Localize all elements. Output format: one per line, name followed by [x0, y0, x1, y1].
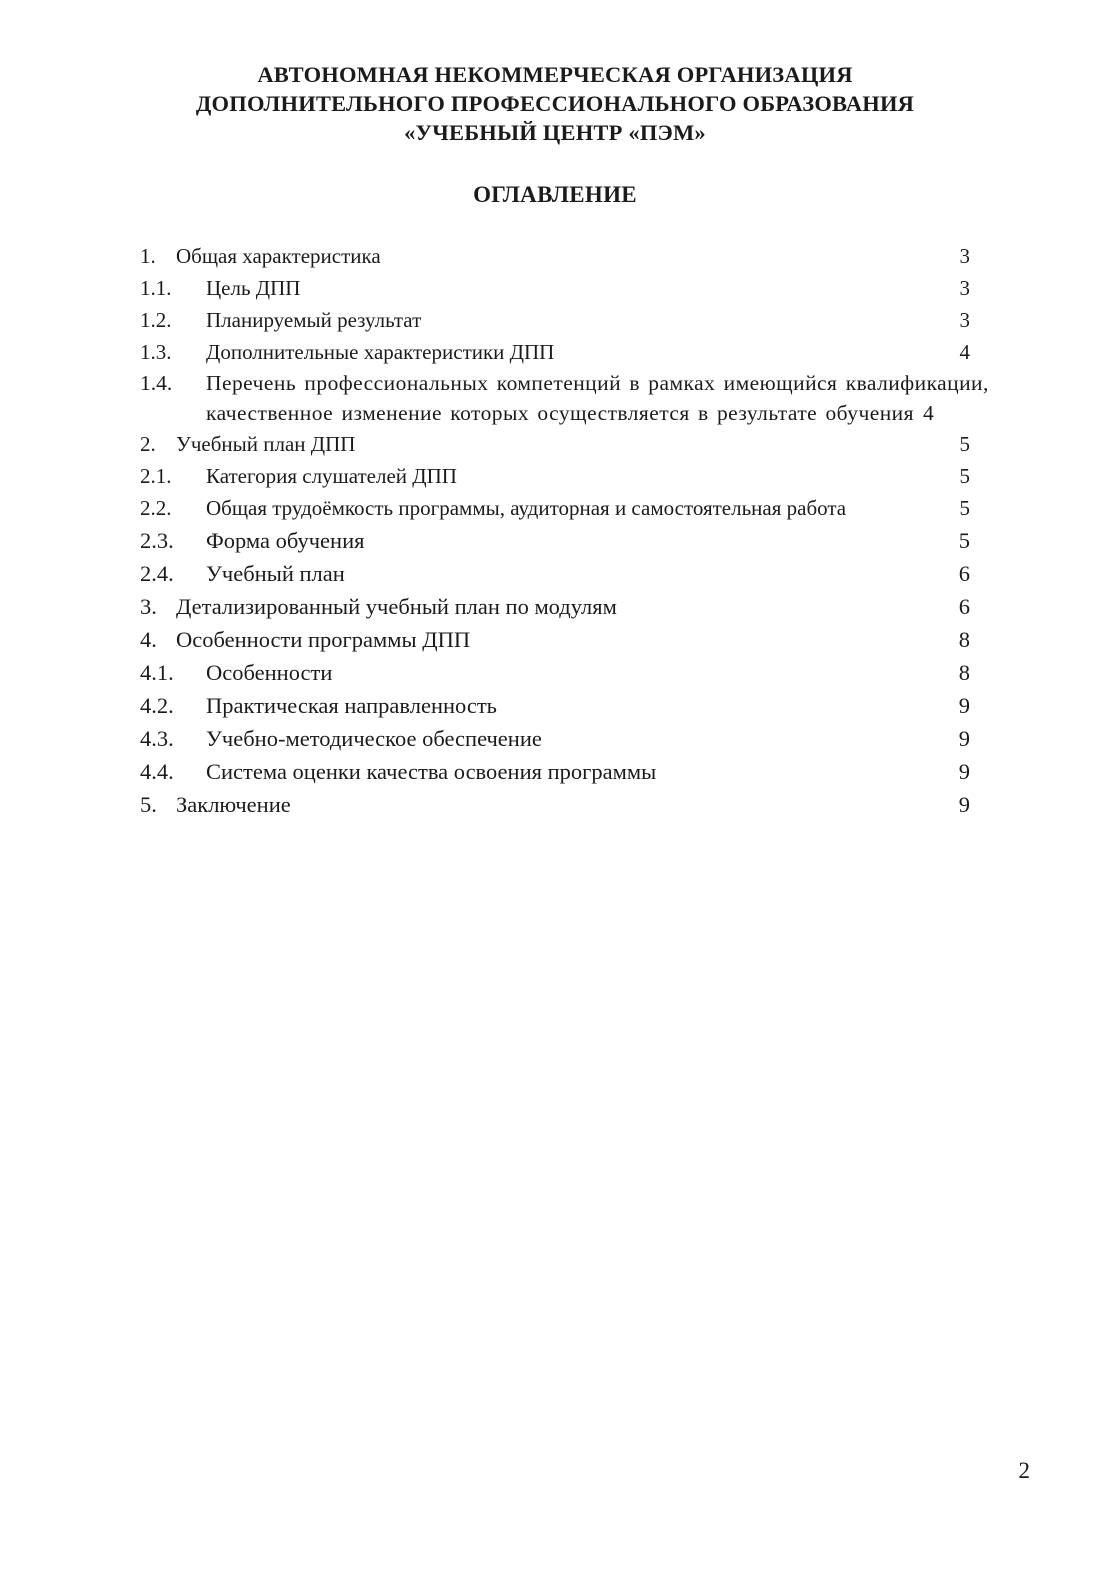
toc-entry-page: 9	[958, 792, 970, 817]
toc-entry	[140, 368, 1035, 428]
toc-entry-page: 5	[959, 432, 970, 456]
toc-entry-page: 6	[958, 594, 970, 619]
page-number: 2	[1018, 1458, 1030, 1483]
toc-entry-page: 4	[922, 401, 935, 425]
toc-entry	[140, 722, 970, 755]
toc-entry-number: 4.3.	[140, 726, 174, 751]
toc-list	[140, 240, 1040, 821]
toc-entry-page: 9	[958, 693, 970, 718]
toc-entry-page: 6	[958, 561, 970, 586]
toc-entry	[140, 788, 970, 821]
toc-entry	[140, 428, 970, 460]
toc-entry-page: 5	[958, 528, 970, 553]
toc-entry	[140, 755, 970, 788]
toc-entry-title: Учебный план	[206, 561, 345, 586]
toc-entry-title: Перечень профессиональных компетенций в рамках имеющийся квалификации,	[206, 371, 989, 395]
toc-entry-page: 3	[959, 276, 970, 300]
toc-entry-number: 1.4.	[140, 371, 173, 395]
toc-entry-title: Особенности	[206, 660, 333, 685]
toc-entry-title: Система оценки качества освоения программы	[206, 759, 657, 784]
toc-entry-page: 8	[958, 660, 970, 685]
toc-entry-title: Цель ДПП	[206, 276, 301, 300]
toc-entry-page: 5	[959, 496, 970, 520]
toc-entry-page: 9	[958, 759, 970, 784]
toc-entry-title: Категория слушателей ДПП	[206, 464, 457, 488]
toc-entry-title: Форма обучения	[206, 528, 365, 553]
org-name-line: ДОПОЛНИТЕЛЬНОГО ПРОФЕССИОНАЛЬНОГО ОБРАЗОВАНИЯ	[195, 91, 915, 116]
toc-entry-number: 2.4.	[140, 561, 174, 586]
toc-entry	[140, 492, 970, 524]
toc-entry-number: 1.2.	[140, 308, 172, 332]
toc-entry	[140, 524, 970, 557]
toc-entry-title: Учебно-методическое обеспечение	[206, 726, 542, 751]
toc-entry-title: Особенности программы ДПП	[176, 627, 471, 652]
toc-entry-title: Планируемый результат	[206, 308, 422, 332]
toc-entry-page: 9	[958, 726, 970, 751]
toc-entry-number: 2.2.	[140, 496, 172, 520]
toc-entry	[140, 336, 970, 368]
toc-entry-title: Дополнительные характеристики ДПП	[206, 340, 555, 364]
org-name-line: «УЧЕБНЫЙ ЦЕНТР «ПЭМ»	[404, 120, 706, 145]
toc-entry-title: Детализированный учебный план по модулям	[176, 594, 617, 619]
toc-entry-number: 5.	[140, 792, 157, 817]
toc-entry-number: 1.3.	[140, 340, 172, 364]
toc-entry-page: 4	[959, 340, 970, 364]
toc-entry	[140, 590, 970, 623]
toc-entry-number: 1.1.	[140, 276, 172, 300]
toc-entry-title: качественное изменение которых осуществляется в результате обучения	[206, 401, 914, 425]
toc-entry-number: 4.1.	[140, 660, 174, 685]
toc-entry-number: 3.	[140, 594, 157, 619]
toc-entry-page: 3	[959, 308, 970, 332]
toc-entry-page: 3	[959, 244, 970, 268]
toc-entry-number: 1.	[140, 244, 156, 268]
toc-entry	[140, 623, 970, 656]
toc-entry-number: 2.1.	[140, 464, 172, 488]
toc-entry-title: Учебный план ДПП	[176, 432, 356, 456]
toc-entry	[140, 240, 970, 272]
toc-entry	[140, 557, 970, 590]
toc-entry-title: Практическая направленность	[206, 693, 497, 718]
org-header	[0, 0, 1110, 147]
toc-entry	[140, 460, 970, 492]
toc-entry	[140, 656, 970, 689]
toc-entry-number: 4.4.	[140, 759, 174, 784]
toc-entry-page: 8	[958, 627, 970, 652]
toc-entry-number: 2.	[140, 432, 156, 456]
toc-entry-page: 5	[959, 464, 970, 488]
toc-entry	[140, 304, 970, 336]
toc-entry-number: 2.3.	[140, 528, 174, 553]
toc-entry	[140, 272, 970, 304]
toc-entry-title: Общая трудоёмкость программы, аудиторная и самостоятельная работа	[206, 496, 847, 520]
toc-entry	[140, 689, 970, 722]
toc-heading: ОГЛАВЛЕНИЕ	[473, 182, 637, 207]
toc-entry-number: 4.2.	[140, 693, 174, 718]
toc-entry-title: Заключение	[176, 792, 291, 817]
org-name-line: АВТОНОМНАЯ НЕКОММЕРЧЕСКАЯ ОРГАНИЗАЦИЯ	[257, 62, 853, 87]
toc-entry-number: 4.	[140, 627, 157, 652]
toc-entry-title: Общая характеристика	[176, 244, 381, 268]
